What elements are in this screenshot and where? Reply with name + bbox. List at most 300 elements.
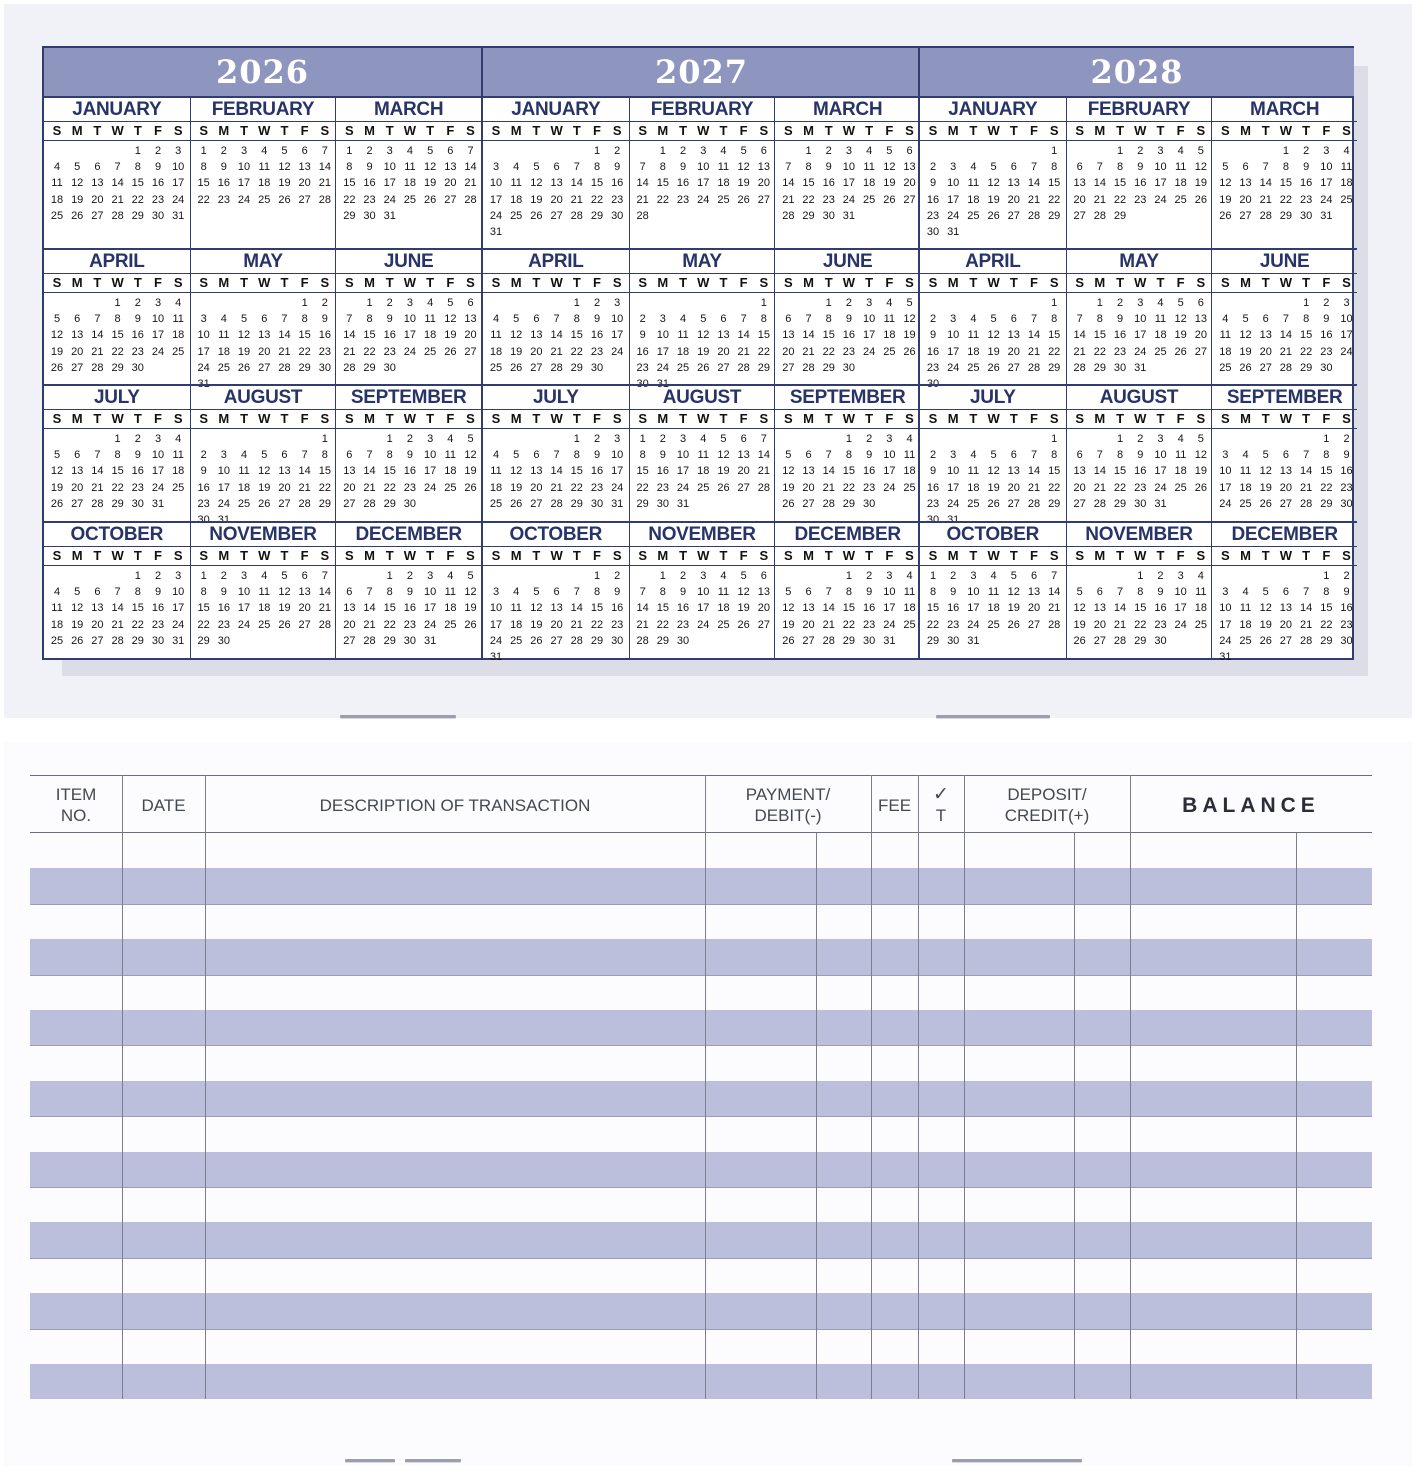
- day-number: 27: [757, 618, 770, 631]
- day-number: 30: [1154, 634, 1167, 647]
- day-number: 25: [717, 193, 730, 206]
- weekday-label: S: [759, 275, 769, 290]
- day-number: 17: [611, 465, 624, 478]
- day-number: 2: [1137, 433, 1144, 445]
- day-number: 9: [866, 586, 873, 599]
- weekday-label: T: [1009, 411, 1018, 426]
- day-number: 2: [639, 313, 646, 326]
- day-number: 24: [1174, 618, 1187, 631]
- weekday-label: W: [258, 548, 271, 563]
- day-number: 20: [782, 345, 795, 358]
- month-name: JULY: [970, 387, 1016, 408]
- day-number: 27: [1259, 361, 1272, 374]
- day-number: 11: [883, 313, 896, 326]
- day-number: 6: [760, 145, 767, 157]
- month-name: DECEMBER: [794, 524, 901, 545]
- day-number: 28: [1279, 361, 1293, 374]
- day-number: 28: [1300, 497, 1313, 510]
- day-number: 20: [278, 481, 291, 494]
- day-number: 26: [510, 497, 523, 510]
- day-number: 30: [363, 209, 376, 222]
- weekday-label: S: [199, 275, 208, 290]
- day-number: 20: [444, 177, 457, 190]
- register-row-divider: [30, 1187, 1372, 1188]
- weekday-label: F: [154, 548, 162, 563]
- weekday-label: T: [240, 548, 249, 563]
- day-number: 7: [760, 433, 767, 445]
- day-number: 22: [656, 618, 669, 631]
- day-number: 5: [1010, 570, 1017, 582]
- day-number: 2: [1343, 570, 1350, 582]
- weekday-header-row: [920, 273, 1066, 293]
- day-number: 1: [321, 433, 328, 445]
- day-number: 28: [111, 209, 124, 222]
- day-number: 4: [700, 433, 707, 445]
- weekday-header-row: [920, 121, 1066, 141]
- day-number: 14: [1048, 586, 1061, 599]
- weekday-label: M: [657, 275, 669, 290]
- day-number: 21: [1027, 481, 1041, 494]
- day-number: 13: [802, 602, 815, 615]
- day-number: 1: [1303, 297, 1310, 309]
- day-number: 3: [950, 161, 957, 174]
- weekday-label: T: [824, 123, 833, 138]
- weekday-label: T: [532, 411, 541, 426]
- weekday-label: W: [842, 275, 856, 290]
- day-number: 24: [656, 361, 669, 374]
- day-number: 12: [50, 465, 64, 478]
- day-number: 14: [363, 465, 376, 478]
- weekday-label: W: [697, 275, 710, 290]
- weekday-label: T: [240, 275, 249, 290]
- weekday-label: S: [320, 275, 330, 290]
- weekday-label: F: [739, 275, 748, 290]
- day-number: 3: [614, 297, 621, 309]
- weekday-label: F: [446, 411, 455, 426]
- day-number: 24: [947, 361, 960, 374]
- register-row-divider: [30, 1329, 1372, 1330]
- day-number: 15: [111, 329, 124, 342]
- day-number: 17: [237, 602, 251, 615]
- day-number: 13: [298, 161, 311, 174]
- weekday-label: F: [1176, 123, 1185, 138]
- day-number: 27: [802, 497, 815, 510]
- day-number: 2: [386, 297, 393, 309]
- weekday-label: M: [218, 548, 230, 563]
- day-number: 10: [883, 449, 896, 462]
- weekday-label: M: [71, 548, 83, 563]
- day-number: 14: [363, 602, 376, 615]
- day-number: 7: [740, 313, 747, 326]
- day-number: 24: [1320, 193, 1333, 206]
- day-number: 13: [298, 586, 311, 599]
- day-number: 31: [489, 226, 503, 238]
- day-number: 9: [134, 313, 141, 326]
- day-number: 2: [929, 161, 937, 174]
- weekday-label: T: [1156, 411, 1165, 426]
- day-number: 25: [1239, 497, 1252, 510]
- weekday-label: M: [947, 411, 959, 426]
- day-number: 14: [1113, 602, 1127, 615]
- day-number: 15: [197, 177, 210, 190]
- day-number: 10: [697, 161, 710, 174]
- day-number: 20: [903, 177, 916, 190]
- register-row-divider: [30, 1045, 1372, 1046]
- day-number: 18: [403, 177, 417, 190]
- day-number: 9: [366, 161, 373, 174]
- day-number: 26: [782, 634, 795, 647]
- day-number: 30: [1134, 497, 1147, 510]
- day-number: 16: [318, 329, 331, 342]
- day-number: 24: [424, 481, 437, 494]
- weekday-label: S: [1049, 548, 1059, 563]
- day-number: 12: [71, 177, 84, 190]
- day-number: 21: [1093, 193, 1106, 206]
- weekday-label: S: [1220, 123, 1230, 138]
- day-number: 11: [1174, 449, 1187, 462]
- day-number: 11: [490, 329, 502, 342]
- weekday-label: F: [885, 548, 894, 563]
- weekday-label: S: [759, 411, 769, 426]
- staple: [936, 715, 1050, 718]
- day-number: 9: [679, 161, 687, 174]
- day-number: 28: [1300, 634, 1313, 647]
- weekday-label: M: [947, 548, 959, 563]
- day-number: 27: [71, 361, 84, 374]
- day-number: 10: [947, 465, 960, 478]
- day-number: 25: [863, 193, 876, 206]
- day-number: 16: [131, 329, 144, 342]
- day-number: 6: [553, 586, 560, 599]
- register-row-band: [30, 1293, 1372, 1328]
- day-number: 22: [1113, 193, 1127, 206]
- day-number: 27: [1027, 618, 1041, 631]
- weekday-label: M: [657, 411, 669, 426]
- day-number: 13: [1007, 177, 1020, 190]
- day-number: 28: [737, 361, 750, 374]
- day-number: 11: [510, 177, 522, 190]
- day-number: 5: [1262, 586, 1269, 599]
- day-number: 12: [717, 449, 730, 462]
- day-number: 3: [406, 297, 413, 309]
- day-number: 19: [987, 193, 1000, 206]
- day-number: 28: [363, 497, 376, 510]
- day-number: 7: [1303, 586, 1310, 599]
- day-number: 4: [447, 433, 454, 445]
- weekday-label: T: [572, 411, 581, 426]
- day-number: 3: [492, 161, 500, 174]
- day-number: 3: [950, 449, 957, 462]
- day-number: 2: [1116, 297, 1124, 309]
- weekday-label: W: [111, 275, 124, 290]
- year-header: [483, 48, 920, 98]
- day-number: 23: [131, 345, 144, 358]
- month-name: MARCH: [1250, 99, 1320, 120]
- month-december: [774, 521, 920, 658]
- day-number: 3: [492, 586, 500, 599]
- day-number: 9: [134, 449, 141, 462]
- day-number: 30: [1340, 634, 1353, 647]
- day-number: 29: [822, 361, 835, 374]
- weekday-label: S: [344, 275, 354, 290]
- weekday-label: T: [426, 411, 435, 426]
- day-number: 4: [261, 145, 268, 157]
- day-number: 27: [1279, 634, 1293, 647]
- day-number: 6: [533, 449, 540, 462]
- month-november: [190, 521, 336, 658]
- day-number: 16: [676, 602, 690, 615]
- day-number: 17: [172, 602, 185, 615]
- day-number: 28: [1027, 497, 1041, 510]
- day-number: 11: [967, 329, 980, 342]
- day-number: 13: [530, 329, 543, 342]
- day-number: 29: [383, 634, 396, 647]
- day-number: 4: [220, 313, 227, 326]
- day-number: 26: [237, 361, 251, 374]
- day-number: 23: [363, 193, 376, 206]
- weekday-label: T: [572, 275, 581, 290]
- day-number: 10: [1219, 465, 1232, 478]
- day-number: 17: [1154, 177, 1167, 190]
- weekday-label: S: [928, 275, 938, 290]
- day-number: 17: [151, 465, 165, 478]
- day-number: 23: [383, 345, 396, 358]
- day-number: 19: [883, 177, 896, 190]
- day-number: 6: [467, 297, 474, 309]
- day-number: 10: [967, 586, 980, 599]
- month-name: AUGUST: [662, 387, 742, 408]
- weekday-label: W: [111, 411, 124, 426]
- staple: [952, 1459, 1082, 1462]
- weekday-label: S: [905, 411, 914, 426]
- day-number: 17: [967, 602, 980, 615]
- day-number: 12: [782, 602, 795, 615]
- day-number: 14: [550, 465, 563, 478]
- weekday-label: F: [1322, 411, 1331, 426]
- month-name: JUNE: [383, 251, 434, 272]
- day-number: 17: [947, 193, 960, 206]
- day-number: 27: [258, 361, 271, 374]
- day-number: 28: [1113, 634, 1127, 647]
- day-number: 17: [197, 345, 210, 358]
- day-number: 23: [131, 481, 144, 494]
- day-number: 25: [50, 634, 64, 647]
- weekday-label: W: [258, 275, 271, 290]
- day-number: 18: [967, 345, 980, 358]
- day-number: 17: [1320, 177, 1333, 190]
- day-number: 6: [346, 449, 353, 462]
- day-number: 12: [278, 161, 291, 174]
- day-number: 24: [611, 481, 624, 494]
- day-number: 16: [590, 329, 604, 342]
- day-number: 29: [1134, 634, 1147, 647]
- month-name: JANUARY: [72, 99, 162, 120]
- day-number: 18: [444, 465, 457, 478]
- day-number: 17: [883, 465, 896, 478]
- day-number: 5: [427, 145, 434, 157]
- day-number: 25: [1174, 481, 1187, 494]
- day-number: 24: [172, 618, 185, 631]
- day-number: 17: [842, 177, 856, 190]
- day-number: 16: [863, 465, 876, 478]
- day-number: 20: [550, 193, 563, 206]
- day-number: 8: [134, 586, 141, 599]
- day-number: 28: [111, 634, 124, 647]
- day-number: 10: [489, 177, 503, 190]
- day-number: 29: [757, 361, 770, 374]
- day-number: 23: [926, 497, 940, 510]
- day-number: 26: [71, 209, 84, 222]
- description-header: DESCRIPTION OF TRANSACTION: [319, 795, 591, 815]
- day-number: 24: [947, 209, 960, 222]
- day-number: 11: [987, 586, 1000, 599]
- day-number: 11: [677, 329, 689, 342]
- weekday-label: S: [466, 275, 475, 290]
- day-number: 15: [1320, 465, 1333, 478]
- day-number: 16: [947, 602, 960, 615]
- day-number: 18: [237, 481, 251, 494]
- day-number: 9: [950, 586, 957, 599]
- weekday-label: F: [885, 275, 894, 290]
- day-number: 2: [154, 145, 162, 157]
- day-number: 10: [424, 586, 437, 599]
- day-number: 16: [1134, 177, 1147, 190]
- day-number: 16: [863, 602, 876, 615]
- weekday-label: F: [1030, 123, 1038, 138]
- day-number: 18: [967, 481, 980, 494]
- day-number: 28: [822, 497, 835, 510]
- check-register-table: [30, 775, 1372, 1399]
- day-number: 8: [1116, 449, 1124, 462]
- day-number: 9: [593, 313, 601, 326]
- day-number: 1: [301, 297, 308, 309]
- day-number: 27: [530, 361, 543, 374]
- day-number: 14: [111, 602, 124, 615]
- day-number: 11: [1239, 602, 1252, 615]
- day-number: 24: [697, 193, 710, 206]
- day-number: 1: [134, 145, 141, 157]
- day-number: 22: [802, 193, 815, 206]
- day-number: 6: [805, 586, 812, 599]
- day-number: 11: [967, 465, 980, 478]
- weekday-label: T: [532, 275, 541, 290]
- day-number: 31: [1320, 209, 1333, 222]
- day-number: 14: [111, 177, 124, 190]
- day-number: 14: [278, 329, 291, 342]
- weekday-header-row: [44, 409, 190, 429]
- day-number: 10: [1154, 161, 1167, 174]
- day-number: 20: [550, 618, 563, 631]
- day-number: 6: [785, 313, 792, 326]
- calendar-year-2026: [44, 48, 481, 658]
- day-number: 4: [1197, 570, 1204, 582]
- day-number: 1: [200, 145, 207, 157]
- day-number: 17: [172, 177, 185, 190]
- deposit-credit-header: [964, 776, 1130, 834]
- weekday-label: S: [612, 123, 622, 138]
- day-number: 23: [676, 193, 690, 206]
- day-number: 20: [802, 481, 815, 494]
- day-number: 13: [1073, 465, 1086, 478]
- day-number: 5: [720, 433, 727, 445]
- weekday-label: T: [280, 548, 289, 563]
- day-number: 13: [757, 161, 770, 174]
- day-number: 23: [1154, 618, 1167, 631]
- day-number: 12: [1194, 161, 1207, 174]
- day-number: 22: [197, 618, 210, 631]
- day-number: 22: [1300, 345, 1313, 358]
- day-number: 22: [570, 345, 583, 358]
- day-number: 6: [94, 586, 101, 599]
- day-number: 5: [281, 570, 288, 582]
- day-number: 7: [366, 449, 373, 462]
- day-number: 11: [238, 465, 250, 478]
- day-number: 26: [424, 193, 437, 206]
- day-number: 3: [175, 570, 182, 582]
- day-number: 12: [1259, 602, 1272, 615]
- day-number: 10: [656, 329, 669, 342]
- day-number: 31: [947, 514, 960, 526]
- weekday-header-row: [1212, 546, 1357, 566]
- day-number: 8: [929, 586, 937, 599]
- weekday-label: M: [510, 123, 522, 138]
- day-number: 14: [318, 586, 331, 599]
- weekday-label: F: [1176, 275, 1185, 290]
- day-number: 16: [1320, 329, 1333, 342]
- day-number: 26: [258, 497, 271, 510]
- day-number: 23: [217, 193, 230, 206]
- day-number: 28: [1093, 209, 1106, 222]
- day-number: 23: [1134, 481, 1147, 494]
- day-number: 30: [590, 497, 604, 510]
- day-number: 11: [717, 161, 730, 174]
- day-number: 6: [553, 161, 560, 174]
- day-number: 1: [805, 145, 812, 157]
- weekday-label: S: [491, 275, 501, 290]
- day-number: 15: [1134, 602, 1147, 615]
- day-number: 18: [987, 602, 1000, 615]
- day-number: 23: [217, 618, 230, 631]
- day-number: 12: [987, 177, 1000, 190]
- weekday-label: T: [385, 275, 394, 290]
- payment-header-line2: DEBIT(-): [754, 806, 822, 825]
- day-number: 30: [590, 361, 604, 374]
- weekday-label: F: [739, 123, 748, 138]
- day-number: 16: [151, 177, 165, 190]
- weekday-label: F: [300, 411, 309, 426]
- day-number: 26: [530, 209, 543, 222]
- day-number: 19: [1259, 481, 1272, 494]
- day-number: 31: [1154, 497, 1167, 510]
- weekday-label: M: [71, 411, 83, 426]
- month-december: [1211, 521, 1357, 663]
- day-number: 16: [403, 465, 417, 478]
- month-name: FEBRUARY: [1087, 99, 1191, 120]
- day-number: 26: [464, 618, 477, 631]
- day-number: 22: [131, 618, 144, 631]
- day-number: 16: [1300, 177, 1313, 190]
- day-number: 30: [656, 497, 669, 510]
- day-number: 7: [553, 313, 560, 326]
- day-number: 23: [611, 193, 624, 206]
- day-number: 11: [1239, 465, 1252, 478]
- day-number: 23: [1134, 193, 1147, 206]
- weekday-label: M: [803, 411, 814, 426]
- day-number: 10: [697, 586, 710, 599]
- day-number: 7: [114, 586, 121, 599]
- day-number: 17: [403, 329, 417, 342]
- day-number: 13: [71, 329, 84, 342]
